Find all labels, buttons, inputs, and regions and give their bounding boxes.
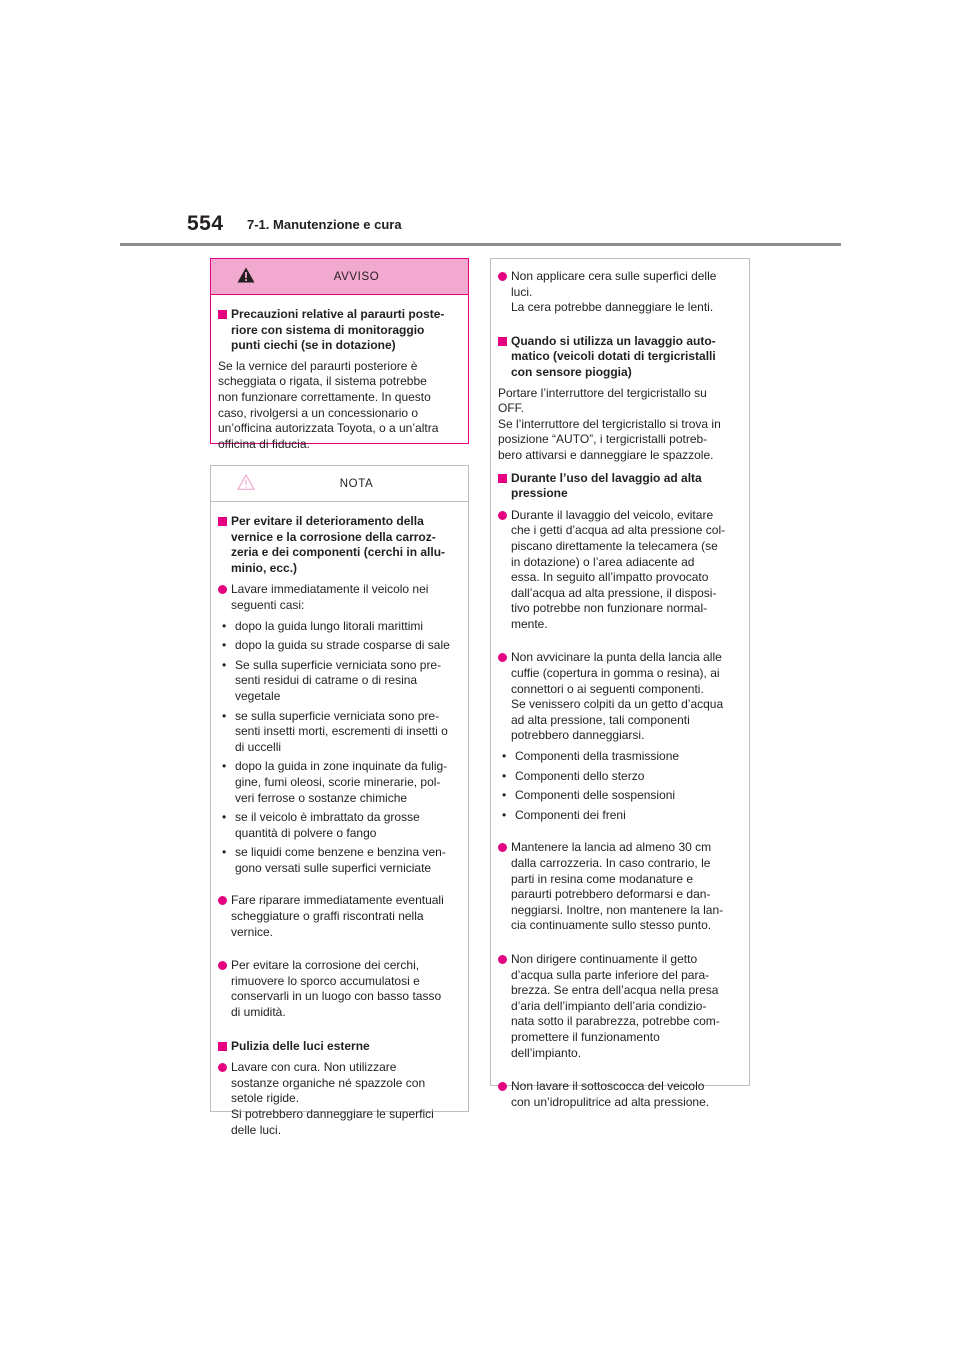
nota-bullet-wheels: Per evitare la corrosione dei cerchi, rimuovere lo sporco accumulatosi e conservarli in un luogo con basso tasso di umidità. <box>218 958 460 1020</box>
header-rule <box>120 243 841 246</box>
right-bullet-nozzle: Non avvicinare la punta della lancia alle cuffie (copertura in gomma o resina), ai connettori o ai seguenti componenti. Se venissero colpiti da un getto d’acqua ad alta pressione, tali componenti potrebbero danneggiarsi. <box>498 650 741 744</box>
section-title: 7-1. Manutenzione e cura <box>247 217 402 232</box>
list-item: • Componenti dello sterzo <box>498 769 741 785</box>
right-bullet-underbody: Non lavare il sottoscocca del veicolo con un’idropulitrice ad alta pressione. <box>498 1079 741 1110</box>
list-item: • dopo la guida in zone inquinate da fulig- gine, fumi oleosi, scorie minerarie, pol- veri ferrose o sostanze chimiche <box>218 759 460 806</box>
nota-continued-box <box>490 258 750 1109</box>
avviso-text: Se la vernice del paraurti posteriore è scheggiata o rigata, il sistema potrebbe non funzionare correttamente. In questo caso, rivolgersi a un concessionario o un’officina autorizzata Toyota, o a un’altra officina di fiducia. <box>218 358 439 451</box>
nota-box <box>210 465 469 1137</box>
warning-triangle-filled-icon <box>237 267 255 283</box>
right-heading-pressure: Durante l’uso del lavaggio ad alta pressione <box>498 471 741 502</box>
nota-bullet-lights: Lavare con cura. Non utilizzare sostanze organiche né spazzole con setole rigide. Si potrebbero danneggiare le superfici delle luci. <box>218 1060 460 1138</box>
nota-heading-lights: Pulizia delle luci esterne <box>218 1039 460 1055</box>
nota-bullet-repair: Fare riparare immediatamente eventuali scheggiature o graffi riscontrati nella vernice. <box>218 893 460 940</box>
right-bullet-distance: Mantenere la lancia ad almeno 30 cm dalla carrozzeria. In caso contrario, le parti in resina come modanature e paraurti potrebbero deformarsi e dan- neggiarsi. Inoltre, non mantenere la lan- cia continuamente sullo stesso punto. <box>498 840 741 934</box>
avviso-label: AVVISO <box>333 270 380 283</box>
right-bullet-wax: Non applicare cera sulle superfici delle luci. La cera potrebbe danneggiare le lenti. <box>498 269 741 316</box>
warning-triangle-outline-icon <box>237 474 255 490</box>
page-number: 554 <box>187 212 224 235</box>
nota-bullet-wash: Lavare immediatamente il veicolo nei seguenti casi: <box>218 582 460 613</box>
nota-header <box>211 466 468 502</box>
avviso-header <box>211 259 468 295</box>
avviso-heading: Precauzioni relative al paraurti poste- riore con sistema di monitoraggio punti ciechi (se in dotazione) <box>218 307 460 354</box>
list-item: • dopo la guida su strade cosparse di sale <box>218 638 460 654</box>
avviso-box <box>210 258 469 451</box>
list-item: • Componenti dei freni <box>498 808 741 824</box>
list-item: • Componenti della trasmissione <box>498 749 741 765</box>
list-item: • dopo la guida lungo litorali marittimi <box>218 619 460 635</box>
right-heading-carwash: Quando si utilizza un lavaggio auto- matico (veicoli dotati di tergicristalli con sensore pioggia) <box>498 334 741 381</box>
nota-label: NOTA <box>339 477 374 490</box>
list-item: • se liquidi come benzene e benzina ven- gono versati sulle superfici verniciate <box>218 845 460 876</box>
right-bullet-windshield: Non dirigere continuamente il getto d’acqua sulla parte inferiore del para- brezza. Se entra dell’acqua nella presa d’aria dell’impianto dell’aria condizio- nata sotto il parabrezza, potrebbe com- promettere il funzionamento dell’impianto. <box>498 952 741 1061</box>
list-item: • Componenti delle sospensioni <box>498 788 741 804</box>
right-text-wiper: Portare l’interruttore del tergicristallo su OFF. Se l’interruttore del tergicristallo si trova in posizione “AUTO”, i tergicristalli potreb- bero attivarsi e danneggiare le spazzole. <box>498 385 721 462</box>
right-bullet-camera: Durante il lavaggio del veicolo, evitare che i getti d’acqua ad alta pressione col- piscano direttamente la telecamera (se in dotazione) o l’area adiacente ad essa. In seguito all’impatto provocato dall’acqua ad alta pressione, il disposi- tivo potrebbe non funzionare normal- mente. <box>498 508 741 633</box>
nota-heading-paint: Per evitare il deterioramento della vernice e la corrosione della carroz- zeria e dei componenti (cerchi in allu- minio, ecc.) <box>218 514 460 576</box>
list-item: • se il veicolo è imbrattato da grosse quantità di polvere o fango <box>218 810 460 841</box>
list-item: • se sulla superficie verniciata sono pre- senti insetti morti, escrementi di insetti o di uccelli <box>218 709 460 756</box>
list-item: • Se sulla superficie verniciata sono pre- senti residui di catrame o di resina vegetale <box>218 658 460 705</box>
